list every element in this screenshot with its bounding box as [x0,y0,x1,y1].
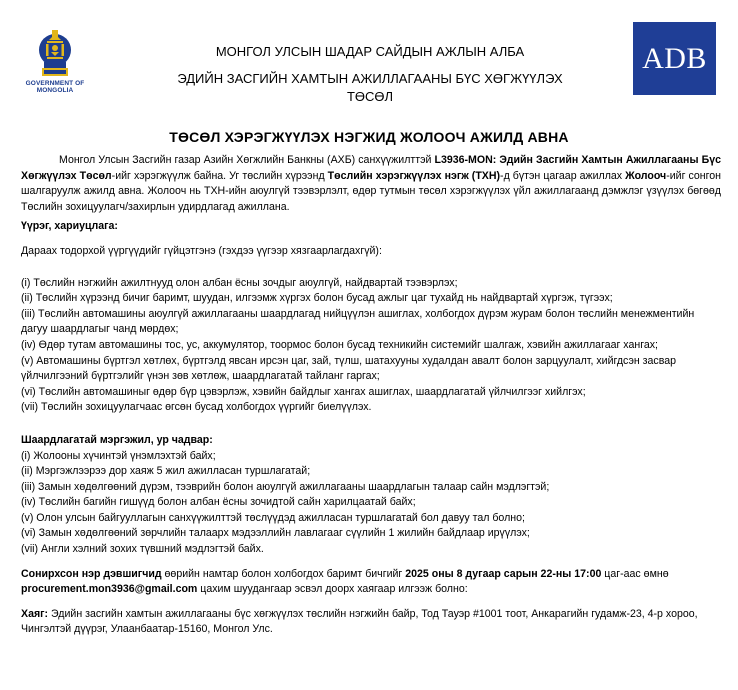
soyombo-emblem-icon [38,26,72,78]
duties-heading: Үүрэг, хариуцлага: [21,220,118,233]
duty-item: (vii) Төслийн зохицуулагчаас өгсөн бусад холбогдох үүргийг биелүүлэх. [21,401,372,414]
qualification-item: (i) Жолооны хүчинтэй үнэмлэхтэй байх; [21,449,216,462]
address-paragraph [21,607,721,638]
gov-logo-line1: GOVERNMENT OF [25,80,85,87]
duties-list [21,276,721,416]
intro-text-2: -ийг хэрэгжүүлж байна. Уг төслийн хүрээнд [111,169,328,182]
submission-text-2: цаг-аас өмнө [601,567,669,580]
submission-text-1: өөрийн намтар болон холбогдох баримт бичгийг [161,567,406,580]
address-label: Хаяг: [21,607,49,620]
duty-item: (iii) Төслийн автомашины аюулгүй ажиллагааны шаардлагад нийцүүлэн ашиглах, холбогдох дүрэм журам болон төслийн менежментийн дагуу шаардлагыг чанд мөрдөх; [21,307,695,336]
intro-paragraph [21,153,721,215]
intro-text-3: -д бүтэн цагаар ажиллах [500,169,626,182]
intro-text-4: -ийг сонгон шалгаруулж ажилд авна. Жолооч нь ТХН-ийн аюулгүй тээвэрлэлт, өдөр тутмын төсөл хэрэгжүүлэх үйл ажиллагаанд дэмжлэг үзүүлэх бөгөөд Төслийн зохицуулагч/захирлын удирдлагад ажиллана. [21,169,722,213]
qualification-item: (v) Олон улсын байгууллагын санхүүжилттэй төслүүдэд ажилласан туршлагатай бол давуу тал болно; [21,511,525,524]
header-project-name-line2: ТӨСӨЛ [346,89,394,104]
qualification-item: (vii) Англи хэлний зохих түвшний мэдлэгтэй байх. [21,543,264,556]
duty-item: (vi) Төслийн автомашиныг өдөр бүр цэвэрлэж, хэвийн байдлыг хангах ашиглах, шаардлагатай үйлчилгээг хийлгэх; [21,385,586,398]
address-text: Эдийн засгийн хамтын ажиллагааны бүс хөгжүүлэх төслийн нэгжийн байр, Тод Тауэр #1001 тоот, Анкарагийн гудамж-23, 4-р хороо, Чингэлтэй дүүрэг, Улаанбаатар-15160, Монгол Улс. [21,607,698,636]
announcement-body [21,153,721,638]
gov-logo-line2: MONGOLIA [36,87,74,94]
qualification-item: (iv) Төслийн багийн гишүүд болон албан ёсны зочидтой сайн харилцаатай байх; [21,496,416,509]
submission-paragraph [21,567,721,598]
gov-logo-text [18,80,92,94]
duty-item: (i) Төслийн нэгжийн ажилтнууд олон албан ёсны зочдыг аюулгүй, найдвартай тээвэрлэх; [21,276,458,289]
qualifications-heading: Шаардлагатай мэргэжил, ур чадвар: [21,433,213,446]
header-office-name: МОНГОЛ УЛСЫН ШАДАР САЙДЫН АЖЛЫН АЛБА [215,44,525,59]
duty-item: (iv) Өдөр тутам автомашины тос, ус, аккумулятор, тоормос болон бусад техникийн системийг шалгаж, хэвийн ажиллагааг хангах; [21,338,658,351]
adb-logo-text: ADB [642,41,707,75]
qualification-item: (iii) Замын хөдөлгөөний дүрэм, тээврийн болон аюулгүй ажиллагааны шаардлагын талаар сайн мэдлэгтэй; [21,480,550,493]
qualifications-list [21,449,721,558]
header [120,43,620,106]
intro-pmu-name: Төслийн хэрэгжүүлэх нэгж (ТХН) [327,169,501,182]
submission-deadline: 2025 оны 8 дугаар сарын 22-ны 17:00 [405,567,602,580]
government-of-mongolia-logo [18,26,92,96]
duty-item: (v) Автомашины бүртгэл хөтлөх, бүртгэлд явсан ирсэн цаг, зай, түлш, шатахууны худалдан авалт болон зарцуулалт, хийгдсэн засвар үйлчилгээний бүртгэлийг үнэн зөв хөтлөж, шаардлагатай тайланг гаргах; [21,354,677,383]
qualification-item: (ii) Мэргэжлээрээ дор хаяж 5 жил ажилласан туршлагатай; [21,465,311,478]
intro-position-name: Жолооч [625,169,667,182]
submission-candidates: Сонирхсон нэр дэвшигчид [21,567,162,580]
page-title: ТӨСӨЛ ХЭРЭГЖҮҮЛЭХ НЭГЖИД ЖОЛООЧ АЖИЛД АВНА [169,129,569,145]
header-project-name-line1: ЭДИЙН ЗАСГИЙН ХАМТЫН АЖИЛЛАГААНЫ БҮС ХӨГЖҮҮЛЭХ [177,71,563,86]
duties-lead: Дараах тодорхой үүргүүдийг гүйцэтгэнэ (гэхдээ үүгээр хязгаарлагдахгүй): [21,244,382,257]
adb-logo [633,22,716,95]
submission-text-3: цахим шуудангаар эсвэл доорх хаягаар илгээж болно: [197,583,468,596]
duty-item: (ii) Төслийн хүрээнд бичиг баримт, шуудан, илгээмж хүргэх болон бусад ажлыг цаг тухайд нь найдвартай хүргэж, түгээх; [21,292,613,305]
intro-text-1: Монгол Улсын Засгийн газар Азийн Хөгжлийн Банкны (АХБ) санхүүжилттэй [59,154,435,166]
submission-email: procurement.mon3936@gmail.com [21,583,198,596]
intro-project-code: L3936-MON: Эдийн Засгийн Хамтын Ажиллагааны Бүс Хөгжүүлэх Төсөл [21,154,721,182]
qualification-item: (vi) Замын хөдөлгөөний зөрчлийн талаарх мэдээллийн лавлагааг сүүлийн 1 жилийн байдлаар ирүүлэх; [21,527,530,540]
